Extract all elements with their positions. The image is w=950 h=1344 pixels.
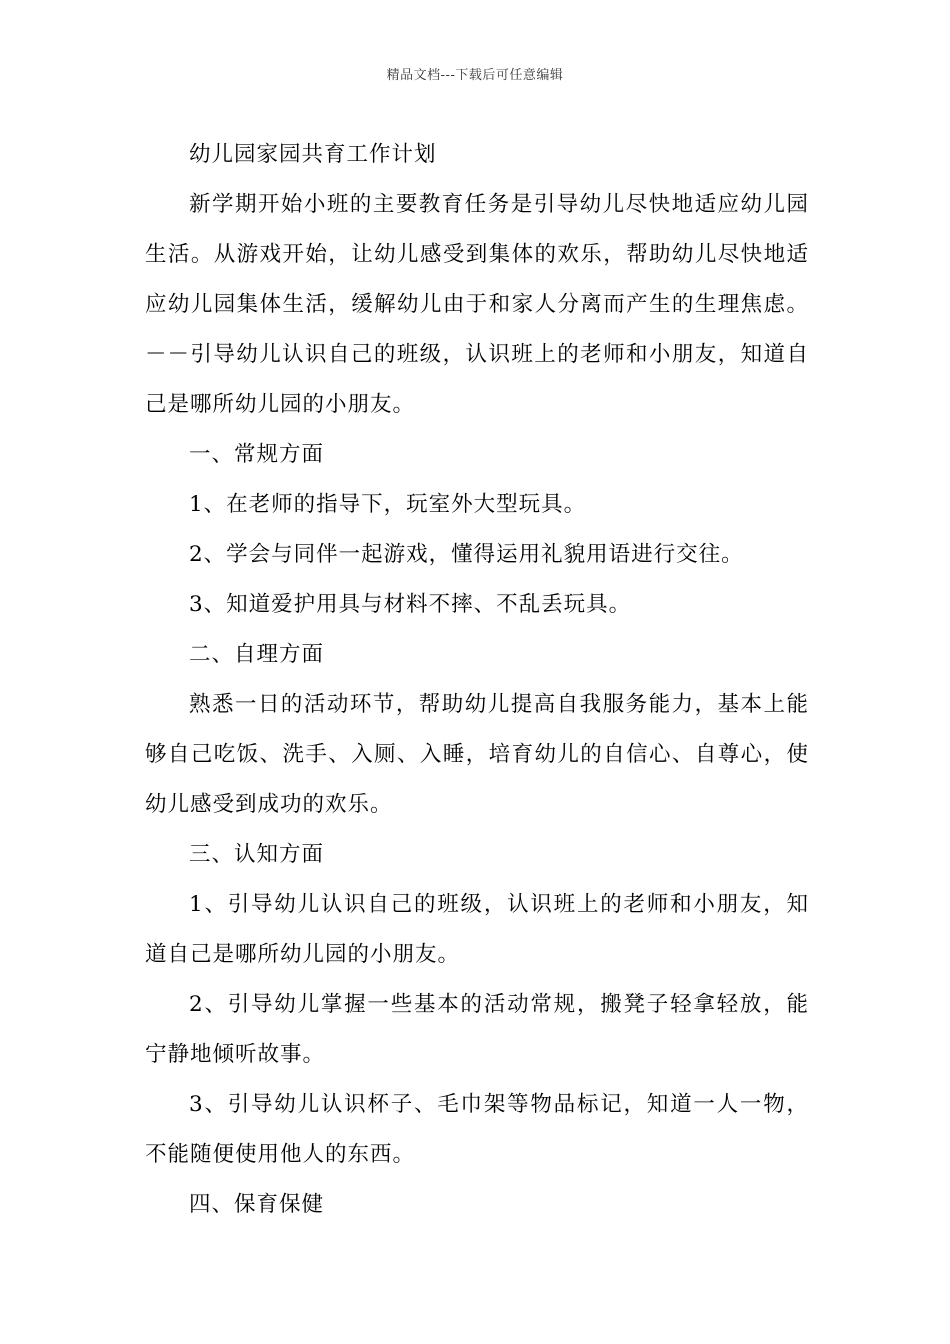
document-body [145, 130, 809, 1230]
section-heading-selfcare: 二、自理方面 [189, 642, 325, 667]
list-item-cognition-1: 1、引导幼儿认识自己的班级，认识班上的老师和小朋友，知道自己是哪所幼儿园的小朋友。 [145, 892, 809, 967]
section-heading-cognition: 三、认知方面 [189, 842, 325, 867]
page-header: 精品文档---下载后可任意编辑 [386, 68, 564, 83]
paragraph-intro: 新学期开始小班的主要教育任务是引导幼儿尽快地适应幼儿园生活。从游戏开始，让幼儿感受到集体的欢乐，帮助幼儿尽快地适应幼儿园集体生活，缓解幼儿由于和家人分离而产生的生理焦虑。－－引导幼儿认识自己的班级，认识班上的老师和小朋友，知道自己是哪所幼儿园的小朋友。 [145, 192, 809, 417]
document-title: 幼儿园家园共育工作计划 [189, 142, 437, 167]
list-item-cognition-3: 3、引导幼儿认识杯子、毛巾架等物品标记，知道一人一物，不能随便使用他人的东西。 [145, 1092, 809, 1167]
paragraph-selfcare: 熟悉一日的活动环节，帮助幼儿提高自我服务能力，基本上能够自己吃饭、洗手、入厕、入睡，培育幼儿的自信心、自尊心，使幼儿感受到成功的欢乐。 [145, 692, 809, 817]
section-heading-health: 四、保育保健 [189, 1192, 325, 1217]
list-item-cognition-2: 2、引导幼儿掌握一些基本的活动常规，搬凳子轻拿轻放，能宁静地倾听故事。 [145, 992, 809, 1067]
section-heading-routine: 一、常规方面 [189, 442, 325, 467]
list-item-routine-3: 3、知道爱护用具与材料不摔、不乱丢玩具。 [189, 592, 632, 617]
list-item-routine-2: 2、学会与同伴一起游戏，懂得运用礼貌用语进行交往。 [189, 542, 744, 567]
list-item-routine-1: 1、在老师的指导下，玩室外大型玩具。 [189, 492, 587, 517]
